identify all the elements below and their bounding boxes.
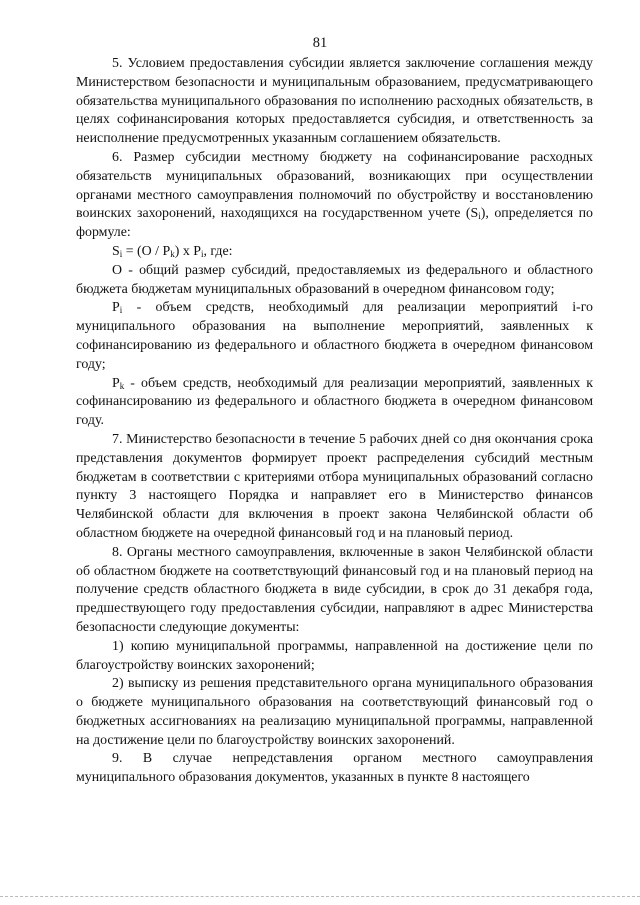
formula: [76, 243, 593, 262]
definition-pi-text: - объем средств, необходимый для реализации мероприятий i-го муниципального образования на выполнение мероприятий, заявленных к софинансированию из федерального и областного бюджета в очередном финансовом году;: [76, 300, 593, 372]
formula-sub-i2: i: [200, 248, 204, 259]
paragraph-8: 8. Органы местного самоуправления, включенные в закон Челябинской области об областном бюджете на соответствующий финансовый год и на плановый период на получение средств областного бюджета в виде субсидии, в срок до 31 декабря года, предшествующего году предоставления субсидии, направляют в адрес Министерства безопасности следующие документы:: [76, 544, 593, 635]
formula-mid: = (O / P: [122, 243, 171, 259]
definition-pi-symbol: P: [112, 300, 120, 316]
paragraph-6-end: ), определяется по формуле:: [76, 206, 593, 241]
formula-post: , где:: [203, 243, 233, 259]
definition-pk: [76, 375, 593, 431]
definition-pi-sub: i: [119, 305, 123, 316]
formula-sub-i: i: [119, 248, 123, 259]
definition-pi: [76, 299, 593, 374]
paragraph-8-item-2: 2) выписку из решения представительного органа муниципального образования о бюджете муниципального образования на соответствующий финансовый год о бюджетных ассигнованиях на реализацию муниципальной программы, направленной на достижение цели по благоустройству воинских захоронений.: [76, 676, 593, 748]
paragraph-6-text: 6. Размер субсидии местному бюджету на софинансирование расходных обязательств муниципальных образований, возникающих при осуществлении органами местного самоуправления полномочий по обустройству и восстановлению воинских захоронений, находящихся на государственном учете (S: [76, 149, 593, 222]
page-bottom-edge: [0, 896, 640, 897]
definition-pk-text: - объем средств, необходимый для реализации мероприятий, заявленных к софинансированию из федерального и областного бюджета в очередном финансовом году.: [76, 375, 593, 429]
paragraph-6-subscript: i: [478, 211, 481, 222]
formula-s: S: [112, 243, 120, 259]
paragraph-9: 9. В случае непредставления органом местного самоуправления муниципального образования документов, указанных в пункте 8 настоящего: [76, 751, 593, 786]
definition-o: О - общий размер субсидий, предоставляемых из федерального и областного бюджета бюджетам муниципальных образований в очередном финансовом году;: [76, 262, 593, 297]
paragraph-5: 5. Условием предоставления субсидии является заключение соглашения между Министерством безопасности и муниципальным образованием, предусматривающего обязательства муниципального образования по исполнению расходных обязательств, в целях софинансирования которых предоставляется субсидия, и ответственность за неисполнение предусмотренных указанным соглашением обязательств.: [76, 56, 593, 147]
definition-pk-sub: k: [119, 380, 125, 391]
paragraph-7: 7. Министерство безопасности в течение 5 рабочих дней со дня окончания срока представления документов формирует проект распределения субсидий местным бюджетам в соответствии с критериями отбора муниципальных образований согласно пункту 3 настоящего Порядка и направляет его в Министерство финансов Челябинской области для включения в проект закона Челябинской области об областном бюджете на очередной финансовый год и на плановый период.: [76, 431, 593, 541]
paragraph-8-item-1: 1) копию муниципальной программы, направленной на достижение цели по благоустройству воинских захоронений;: [76, 638, 593, 673]
definition-pk-symbol: P: [112, 375, 120, 391]
page-number: 81: [312, 35, 328, 51]
formula-mid2: ) x P: [174, 243, 201, 259]
formula-sub-k: k: [170, 248, 175, 259]
document-body: [76, 55, 593, 788]
paragraph-6: [76, 149, 593, 243]
